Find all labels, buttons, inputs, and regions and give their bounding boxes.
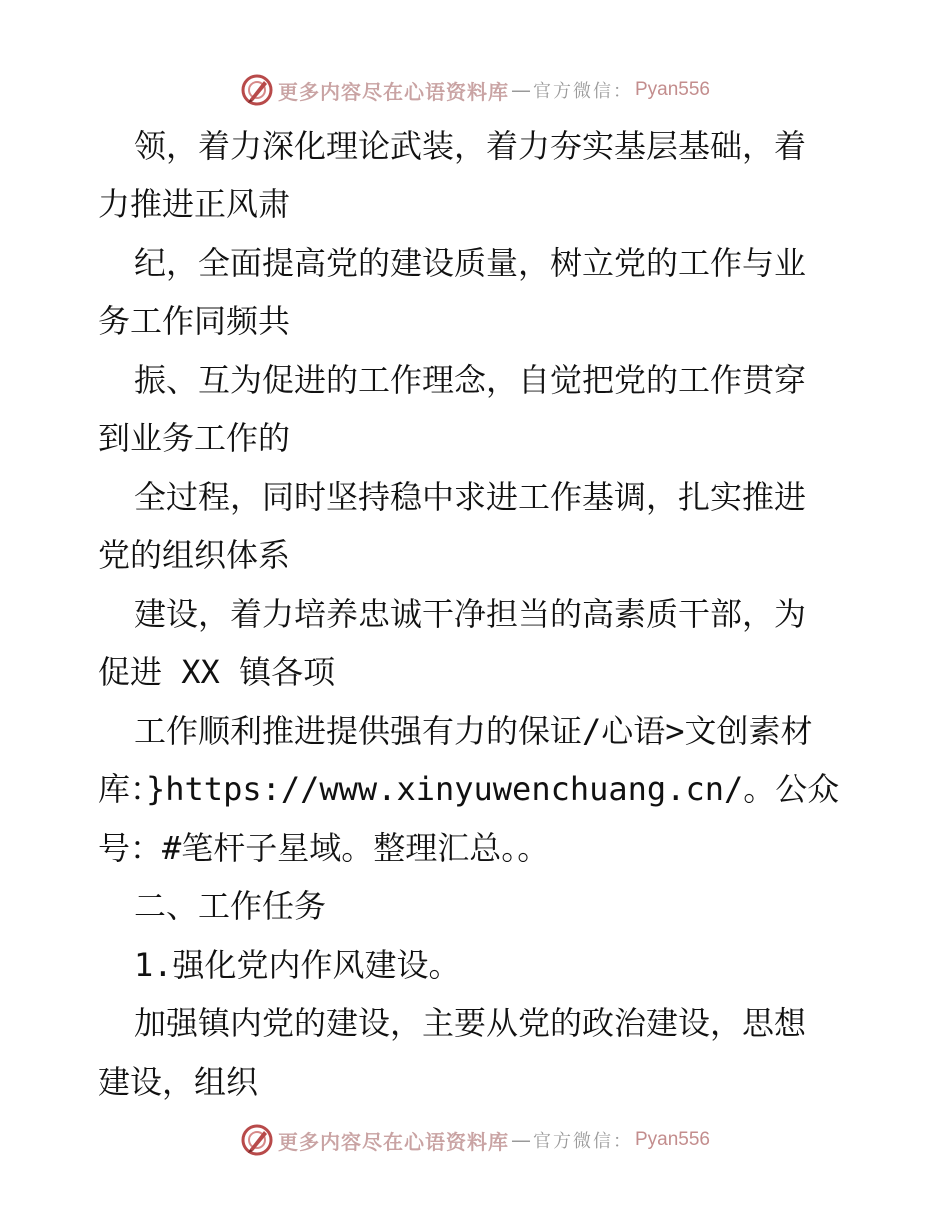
banner-separator: — — [510, 1128, 531, 1152]
body-line: 库：}https://www.xinyuwenchuang.cn/。公众 — [98, 770, 840, 808]
body-line: 纪，全面提高党的建设质量，树立党的工作与业 — [134, 244, 807, 282]
body-line: 工作顺利推进提供强有力的保证/心语>文创素材 — [134, 712, 813, 750]
body-line: 促进 XX 镇各项 — [98, 653, 336, 691]
body-line: 全过程，同时坚持稳中求进工作基调，扎实推进 — [134, 478, 807, 516]
body-line: 振、互为促进的工作理念，自觉把党的工作贯穿 — [134, 361, 807, 399]
pen-circle-logo-icon — [240, 1123, 274, 1157]
subsection-heading: 1.强化党内作风建设。 — [134, 946, 461, 984]
banner-separator: — — [510, 78, 531, 102]
banner-wechat-id: Pyan556 — [634, 79, 710, 100]
banner-wechat-label: 官方微信： — [532, 1131, 633, 1152]
body-line: 加强镇内党的建设，主要从党的政治建设，思想 — [134, 1004, 807, 1042]
header-watermark-banner — [0, 70, 950, 110]
body-line: 务工作同频共 — [98, 302, 291, 340]
body-line: 力推进正风肃 — [98, 185, 291, 223]
section-heading: 二、工作任务 — [134, 887, 327, 925]
banner-wechat-label: 官方微信： — [532, 81, 633, 102]
body-line: 号：#笔杆子星域。整理汇总。。 — [98, 829, 550, 867]
banner-wechat-id: Pyan556 — [634, 1129, 710, 1150]
pen-circle-logo-icon — [240, 73, 274, 107]
footer-watermark-banner — [0, 1120, 950, 1160]
body-line: 建设，组织 — [98, 1063, 259, 1101]
body-line: 建设，着力培养忠诚干净担当的高素质干部，为 — [134, 595, 807, 633]
body-line: 领，着力深化理论武装，着力夯实基层基础，着 — [134, 127, 807, 165]
banner-main-text: 更多内容尽在心语资料库 — [277, 1129, 509, 1154]
body-line: 党的组织体系 — [98, 536, 291, 574]
banner-main-text: 更多内容尽在心语资料库 — [277, 79, 509, 104]
body-line: 到业务工作的 — [98, 419, 291, 457]
